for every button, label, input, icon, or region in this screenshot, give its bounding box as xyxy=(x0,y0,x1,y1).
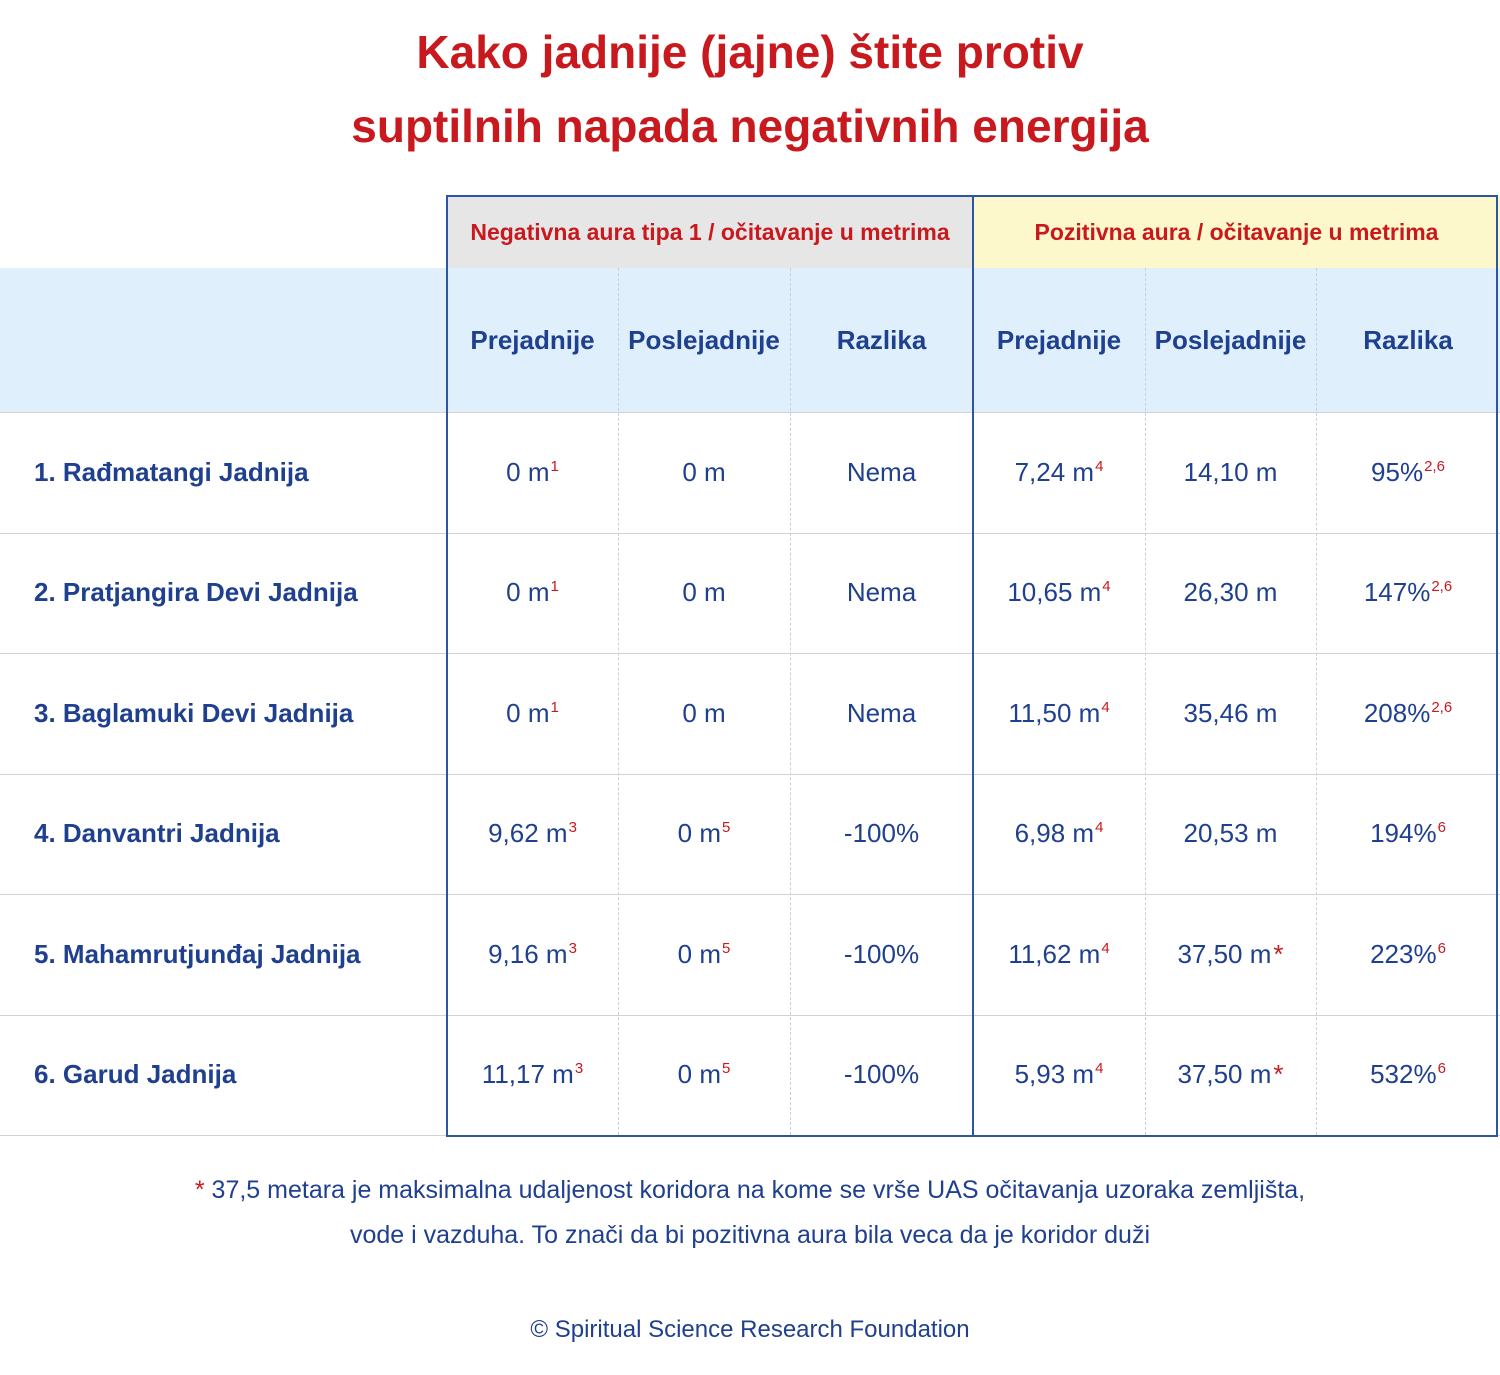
column-header-2: Posle jadnije xyxy=(628,324,780,355)
asterisk-marker: * xyxy=(1273,938,1284,969)
column-separator xyxy=(618,268,619,1135)
table-cell: 11,62 m $^4$ xyxy=(1008,938,1110,969)
table-cell: 35,46 m xyxy=(1183,697,1278,728)
footnote-ref: 1 xyxy=(550,457,559,475)
table-cell: 0 m xyxy=(682,456,726,487)
column-header-1: Pre jadnije xyxy=(470,324,595,355)
copyright: © Spiritual Science Research Foundation xyxy=(530,1316,970,1343)
table-cell: Nema xyxy=(846,456,917,487)
table-cell: 0 m xyxy=(682,697,726,728)
table-cell: 11,50 m $^4$ xyxy=(1008,697,1110,728)
footnote-ref: 4 xyxy=(1102,578,1111,596)
group-header-2: Pozitivna aura / očitavanje u metrima xyxy=(973,196,1500,268)
table-cell: 6,98 m $^4$ xyxy=(1014,818,1104,849)
table-cell: 9,62 m $^3$ xyxy=(488,818,577,849)
footnote-text-1: 37,5 metara je maksimalna udaljenost koridora na kome se vrše UAS očitavanja uzoraka zemljišta, xyxy=(211,1176,1306,1204)
table-cell: 10,65 m $^4$ xyxy=(1007,577,1111,608)
title-line-2: suptilnih napada negativnih energija xyxy=(351,100,1149,152)
footnote-ref: 1 xyxy=(550,578,559,596)
table-cell: 532% $^6$ xyxy=(1370,1059,1446,1090)
table-cell: 194% $^6$ xyxy=(1370,818,1446,849)
row-label: 2. Pratjangira Devi Jadnija xyxy=(34,577,358,608)
table-cell: 0 m $^5$ xyxy=(677,1059,731,1090)
footnote-ref: 1 xyxy=(550,698,559,716)
title-line-1: Kako jadnije (jajne) štite protiv xyxy=(416,26,1084,78)
column-header-5: Posle jadnije xyxy=(1154,324,1307,355)
column-header-4: Pre jadnije xyxy=(996,324,1122,355)
table-cell: 0 m $^1$ xyxy=(506,577,559,608)
table-cell: Nema xyxy=(846,697,917,728)
footnote-ref: 2,6 xyxy=(1431,698,1453,716)
table-cell: 9,16 m $^3$ xyxy=(488,938,577,969)
group-border xyxy=(1496,196,1498,1136)
table-cell: 11,17 m $^3$ xyxy=(481,1059,584,1090)
table-cell: 7,24 m $^4$ xyxy=(1014,456,1104,487)
footnote-ref: 5 xyxy=(722,1060,731,1078)
footnote-ref: 2,6 xyxy=(1424,457,1445,475)
table-cell: 0 m $^1$ xyxy=(506,697,559,728)
row-label: 4. Danvantri Jadnija xyxy=(34,818,280,849)
footnote-ref: 5 xyxy=(722,939,731,957)
column-separator xyxy=(790,268,791,1135)
row-label: 5. Mahamrutjunđaj Jadnija xyxy=(34,938,361,969)
table-cell: Nema xyxy=(846,577,917,608)
table-cell: 37,50 m * xyxy=(1177,938,1284,969)
footnote-ref: 2,6 xyxy=(1431,578,1453,596)
group-border-bottom xyxy=(446,1135,1498,1137)
table-cell: 14,10 m xyxy=(1183,456,1278,487)
table-cell: 0 m xyxy=(682,577,726,608)
column-separator xyxy=(1316,268,1317,1135)
group-header-1: Negativna aura tipa 1 / očitavanje u metrima xyxy=(447,196,973,268)
footnote-ref: 6 xyxy=(1437,1060,1446,1078)
group-border xyxy=(446,196,448,1136)
table-cell: 95% $^{2,6}$ xyxy=(1371,456,1445,487)
table-cell: 0 m $^5$ xyxy=(677,818,731,849)
table-cell: 37,50 m * xyxy=(1177,1059,1284,1090)
table-cell: 0 m $^1$ xyxy=(506,456,559,487)
footnote-asterisk: * xyxy=(194,1176,205,1204)
row-label: 3. Baglamuki Devi Jadnija xyxy=(34,697,354,728)
column-header-6: Razlika xyxy=(1363,324,1453,355)
group-border xyxy=(972,196,974,1136)
table-cell: -100% xyxy=(843,1059,920,1090)
column-separator xyxy=(1145,268,1146,1135)
column-header-3: Razlika xyxy=(836,324,927,355)
footnote-ref: 4 xyxy=(1095,819,1104,837)
table-cell: 20,53 m xyxy=(1183,818,1278,849)
footnote-ref: 3 xyxy=(568,939,577,957)
table-cell: 147% $^{2,6}$ xyxy=(1363,577,1453,608)
table-cell: 208% $^{2,6}$ xyxy=(1363,697,1453,728)
footnote-ref: 4 xyxy=(1095,1060,1104,1078)
table-cell: 5,93 m $^4$ xyxy=(1014,1059,1104,1090)
table-cell: 0 m $^5$ xyxy=(677,938,731,969)
table-cell: -100% xyxy=(843,938,920,969)
asterisk-marker: * xyxy=(1273,1059,1284,1090)
footnote-ref: 3 xyxy=(574,1060,584,1078)
footnote-ref: 6 xyxy=(1437,819,1446,837)
footnote-ref: 4 xyxy=(1095,457,1104,475)
footnote-ref: 3 xyxy=(568,819,577,837)
row-label: 1. Rađmatangi Jadnija xyxy=(34,456,309,487)
table-cell: 26,30 m xyxy=(1183,577,1278,608)
row-label: 6. Garud Jadnija xyxy=(34,1059,237,1090)
footnote-line-1 xyxy=(0,1172,1500,1208)
group-border-top xyxy=(446,195,1498,197)
table-cell: -100% xyxy=(843,818,920,849)
footnote-ref: 4 xyxy=(1101,698,1110,716)
footnote-ref: 5 xyxy=(722,819,731,837)
footnote-ref: 6 xyxy=(1437,939,1446,957)
footnote-ref: 4 xyxy=(1101,939,1110,957)
footnote-line-2: vode i vazduha. To znači da bi pozitivna aura bila veca da je koridor duži xyxy=(349,1221,1151,1249)
table-cell: 223% $^6$ xyxy=(1370,938,1446,969)
